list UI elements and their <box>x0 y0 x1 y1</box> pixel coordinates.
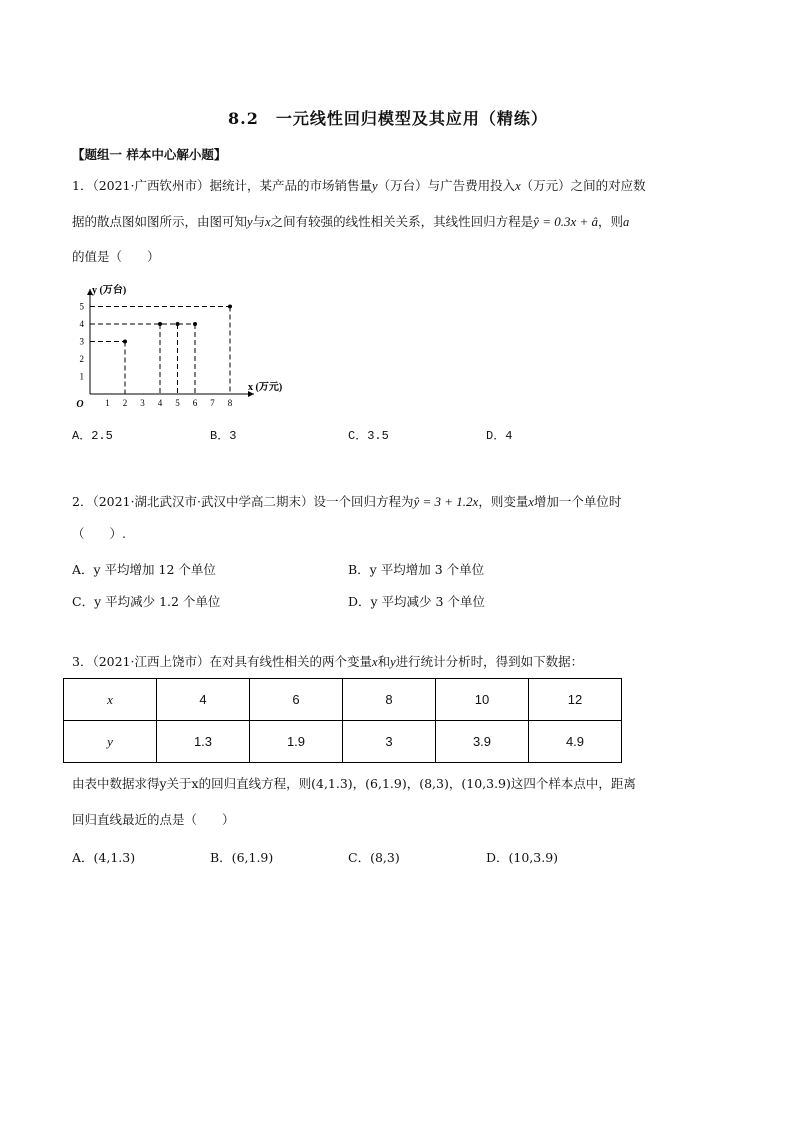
table-cell: 8 <box>343 679 436 721</box>
x-tick-label: 7 <box>210 398 215 408</box>
q2-option-d: D．y 平均减少 3 个单位 <box>348 594 485 609</box>
table-cell: x <box>64 679 157 721</box>
data-point <box>123 340 127 344</box>
q1-option-b: B．3 <box>210 429 237 443</box>
table-cell: 4.9 <box>529 721 622 763</box>
q1-line3: 的值是（ ） <box>72 249 160 264</box>
x-tick-label: 6 <box>192 398 198 408</box>
x-tick-label: 4 <box>157 398 163 408</box>
x-tick-label: 2 <box>122 398 128 408</box>
q3-line1: 3．（2021·江西上饶市）在对具有线性相关的两个变量x和y进行统计分析时，得到如下数据： <box>72 654 584 669</box>
x-tick-label: 8 <box>227 398 233 408</box>
q2-equation: ŷ = 3 + 1.2x <box>413 494 479 509</box>
table-cell: 12 <box>529 679 622 721</box>
q1-line1: 1．（2021·广西钦州市）据统计，某产品的市场销售量y（万台）与广告费用投入x（万元）之间的对应数 <box>72 178 646 193</box>
q1-option-a: A．2.5 <box>72 429 113 443</box>
q3-line3: 回归直线最近的点是（ ） <box>72 812 235 827</box>
table-cell: 10 <box>436 679 529 721</box>
q3-option-c: C．(8,3) <box>348 850 400 865</box>
q2-line2: （ ）. <box>72 526 126 541</box>
q1-equation: ŷ = 0.3x + â <box>533 214 599 229</box>
q1-line2: 据的散点图如图所示，由图可知y与x之间有较强的线性相关关系，其线性回归方程是ŷ = 0.3x + â，则a <box>72 214 630 229</box>
y-tick-label: 3 <box>79 336 84 347</box>
y-tick-label: 2 <box>79 354 84 364</box>
data-table <box>63 678 622 763</box>
q1-option-d: D．4 <box>486 429 513 443</box>
origin-label: O <box>76 399 84 410</box>
y-axis-label: y (万台) <box>92 285 127 296</box>
y-tick-label: 1 <box>79 371 84 382</box>
q3-option-a: A．(4,1.3) <box>72 850 136 865</box>
x-axis-label: x (万元) <box>248 382 283 393</box>
table-cell: 3.9 <box>436 721 529 763</box>
data-point <box>193 322 197 326</box>
x-tick-label: 5 <box>175 398 180 408</box>
table-cell: 6 <box>250 679 343 721</box>
page-title: 8.2 一元线性回归模型及其应用（精练） <box>228 109 548 128</box>
table-row-y <box>64 721 622 763</box>
scatter-plot <box>66 272 306 420</box>
table-cell: 3 <box>343 721 436 763</box>
data-point <box>228 305 232 309</box>
group-heading: 【题组一 样本中心解小题】 <box>72 147 227 162</box>
table-cell: 1.3 <box>157 721 250 763</box>
q2-option-c: C．y 平均减少 1.2 个单位 <box>72 594 221 609</box>
q3-option-b: B．(6,1.9) <box>210 850 274 865</box>
table-row-x <box>64 679 622 721</box>
q2-line1: 2．（2021·湖北武汉市·武汉中学高二期末）设一个回归方程为ŷ = 3 + 1.2x，则变量x增加一个单位时 <box>72 494 622 509</box>
y-tick-label: 5 <box>79 301 84 312</box>
q3-option-d: D．(10,3.9) <box>486 850 559 865</box>
q2-option-a: A．y 平均增加 12 个单位 <box>72 562 216 577</box>
x-tick-label: 3 <box>140 398 145 408</box>
q3-line2: 由表中数据求得y关于x的回归直线方程，则(4,1.3)，(6,1.9)，(8,3)，(10,3.9)这四个样本点中，距离 <box>72 776 636 791</box>
table-cell: y <box>64 721 157 763</box>
table-cell: 1.9 <box>250 721 343 763</box>
q1-option-c: C．3.5 <box>348 429 389 443</box>
table-cell: 4 <box>157 679 250 721</box>
q2-option-b: B．y 平均增加 3 个单位 <box>348 562 485 577</box>
y-tick-label: 4 <box>79 319 84 329</box>
x-tick-label: 1 <box>105 398 110 408</box>
